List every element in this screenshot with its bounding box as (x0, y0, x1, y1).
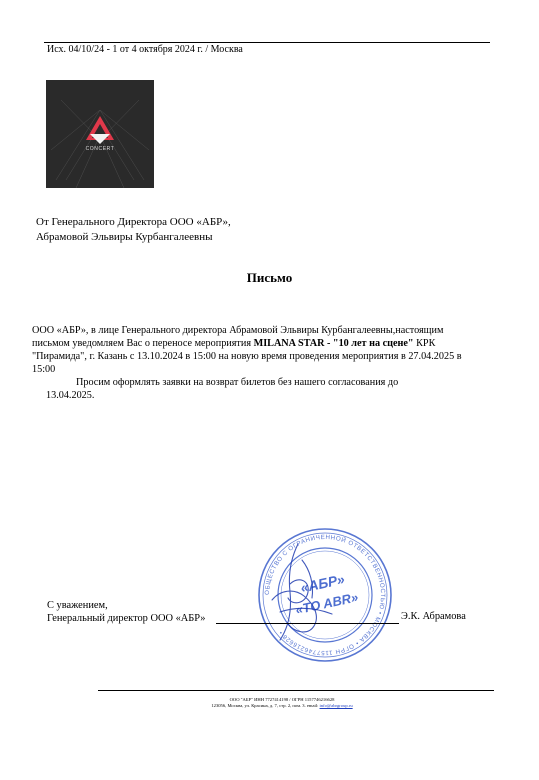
letter-body (32, 324, 477, 402)
stamp-center-line-1: «АБР» (299, 570, 346, 596)
sender-line-1: От Генерального Директора ООО «АБР», (36, 216, 231, 228)
stamp-outer-text: ОБЩЕСТВО С ОГРАНИЧЕННОЙ ОТВЕТСТВЕННОСТЬЮ • МОСКВА • ОГРН 1157746216628 • (263, 533, 387, 657)
signer-name: Э.К. Абрамова (401, 611, 466, 622)
regards-text: С уважением, (47, 600, 108, 611)
logo-text: CONCERT (85, 146, 115, 152)
footer (0, 697, 539, 709)
concert-logo (46, 80, 154, 188)
letter-title: Письмо (246, 270, 293, 285)
footer-address: 123056, Москва, ул. Красина, д. 7, стр. 2, пом. 3. email: (211, 703, 320, 708)
sender-line-2: Абрамовой Эльвиры Курбангалеевны (36, 231, 213, 243)
reference-line: Исх. 04/10/24 - 1 от 4 октября 2024 г. / Москва (47, 44, 243, 55)
logo-mark-icon (46, 80, 154, 188)
paragraph-1 (32, 324, 477, 376)
footer-divider (98, 690, 494, 691)
paragraph-2-line-2: 13.04.2025. (46, 390, 95, 401)
sender-block (36, 215, 231, 245)
footer-line-1: ООО "АБР" ИНН 7727414198 / ОГРН 1157746216628 (229, 697, 335, 702)
paragraph-2-line-1: Просим оформлять заявки на возврат билетов без нашего согласования до (76, 377, 399, 388)
paragraph-1-details: КРК "Пирамида", г. Казань с 13.10.2024 в 15:00 на новую время проведения мероприятия в 27.04.2025 в 15:00 (32, 338, 462, 375)
closing-block (47, 599, 206, 625)
signature-line (216, 623, 399, 624)
event-name: MILANA STAR - "10 лет на сцене" (253, 338, 414, 349)
stamp-center-line-2: «TO ABR» (294, 589, 360, 618)
handwritten-signature (258, 540, 338, 645)
top-divider (44, 42, 490, 43)
footer-email-link[interactable]: info@abrgroup.ru (319, 703, 353, 708)
footer-line-2 (0, 703, 539, 709)
paragraph-1-intro: ООО «АБР», в лице Генерального директора Абрамовой Эльвиры Курбангалеевны,настоящим письмом уведомляем Вас о переносе мероприятия (32, 325, 444, 349)
signer-position: Генеральный директор ООО «АБР» (47, 613, 206, 624)
